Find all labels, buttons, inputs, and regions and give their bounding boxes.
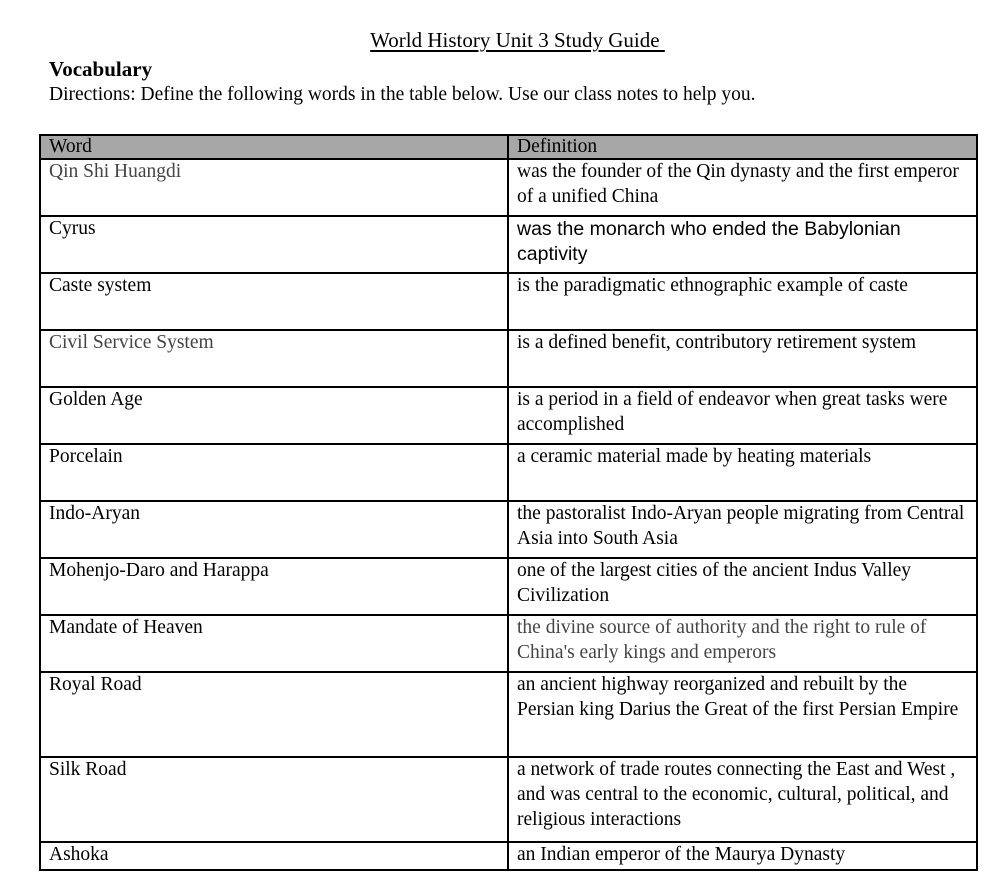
word-cell[interactable]: Indo-Aryan	[40, 501, 508, 558]
table-row	[40, 615, 977, 672]
definition-cell[interactable]: is the paradigmatic ethnographic example of caste	[508, 273, 977, 330]
document-title: World History Unit 3 Study Guide	[370, 28, 665, 52]
definition-cell[interactable]: a ceramic material made by heating materials	[508, 444, 977, 501]
directions-text: Directions: Define the following words in the table below. Use our class notes to help you.	[49, 84, 756, 105]
table-row	[40, 273, 977, 330]
table-row	[40, 501, 977, 558]
definition-cell[interactable]: one of the largest cities of the ancient Indus Valley Civilization	[508, 558, 977, 615]
word-cell[interactable]: Ashoka	[40, 842, 508, 870]
word-cell[interactable]: Cyrus	[40, 216, 508, 273]
header-definition: Definition	[508, 135, 977, 159]
table-row	[40, 159, 977, 216]
word-cell[interactable]: Silk Road	[40, 757, 508, 842]
definition-cell[interactable]: the divine source of authority and the right to rule of China's early kings and emperors	[508, 615, 977, 672]
table-header-row	[40, 135, 977, 159]
table-row	[40, 757, 977, 842]
definition-cell[interactable]: the pastoralist Indo-Aryan people migrating from Central Asia into South Asia	[508, 501, 977, 558]
word-cell[interactable]: Mohenjo-Daro and Harappa	[40, 558, 508, 615]
vocabulary-table	[39, 134, 978, 871]
word-cell[interactable]: Civil Service System	[40, 330, 508, 387]
word-cell[interactable]: Mandate of Heaven	[40, 615, 508, 672]
word-cell[interactable]: Golden Age	[40, 387, 508, 444]
table-row	[40, 444, 977, 501]
definition-cell[interactable]: is a defined benefit, contributory retirement system	[508, 330, 977, 387]
definition-cell[interactable]: was the monarch who ended the Babylonian captivity	[508, 216, 977, 273]
definition-cell[interactable]: is a period in a field of endeavor when great tasks were accomplished	[508, 387, 977, 444]
table-row	[40, 558, 977, 615]
section-heading-vocabulary: Vocabulary	[49, 57, 153, 81]
word-cell[interactable]: Caste system	[40, 273, 508, 330]
table-row	[40, 842, 977, 870]
definition-cell[interactable]: an Indian emperor of the Maurya Dynasty	[508, 842, 977, 870]
definition-cell[interactable]: was the founder of the Qin dynasty and the first emperor of a unified China	[508, 159, 977, 216]
table-row	[40, 330, 977, 387]
word-cell[interactable]: Qin Shi Huangdi	[40, 159, 508, 216]
word-cell[interactable]: Porcelain	[40, 444, 508, 501]
table-row	[40, 672, 977, 757]
table-row	[40, 216, 977, 273]
definition-cell[interactable]: an ancient highway reorganized and rebuilt by the Persian king Darius the Great of the first Persian Empire	[508, 672, 977, 757]
table-row	[40, 387, 977, 444]
word-cell[interactable]: Royal Road	[40, 672, 508, 757]
definition-cell[interactable]: a network of trade routes connecting the East and West , and was central to the economic, cultural, political, and religious interactions	[508, 757, 977, 842]
header-word: Word	[40, 135, 508, 159]
